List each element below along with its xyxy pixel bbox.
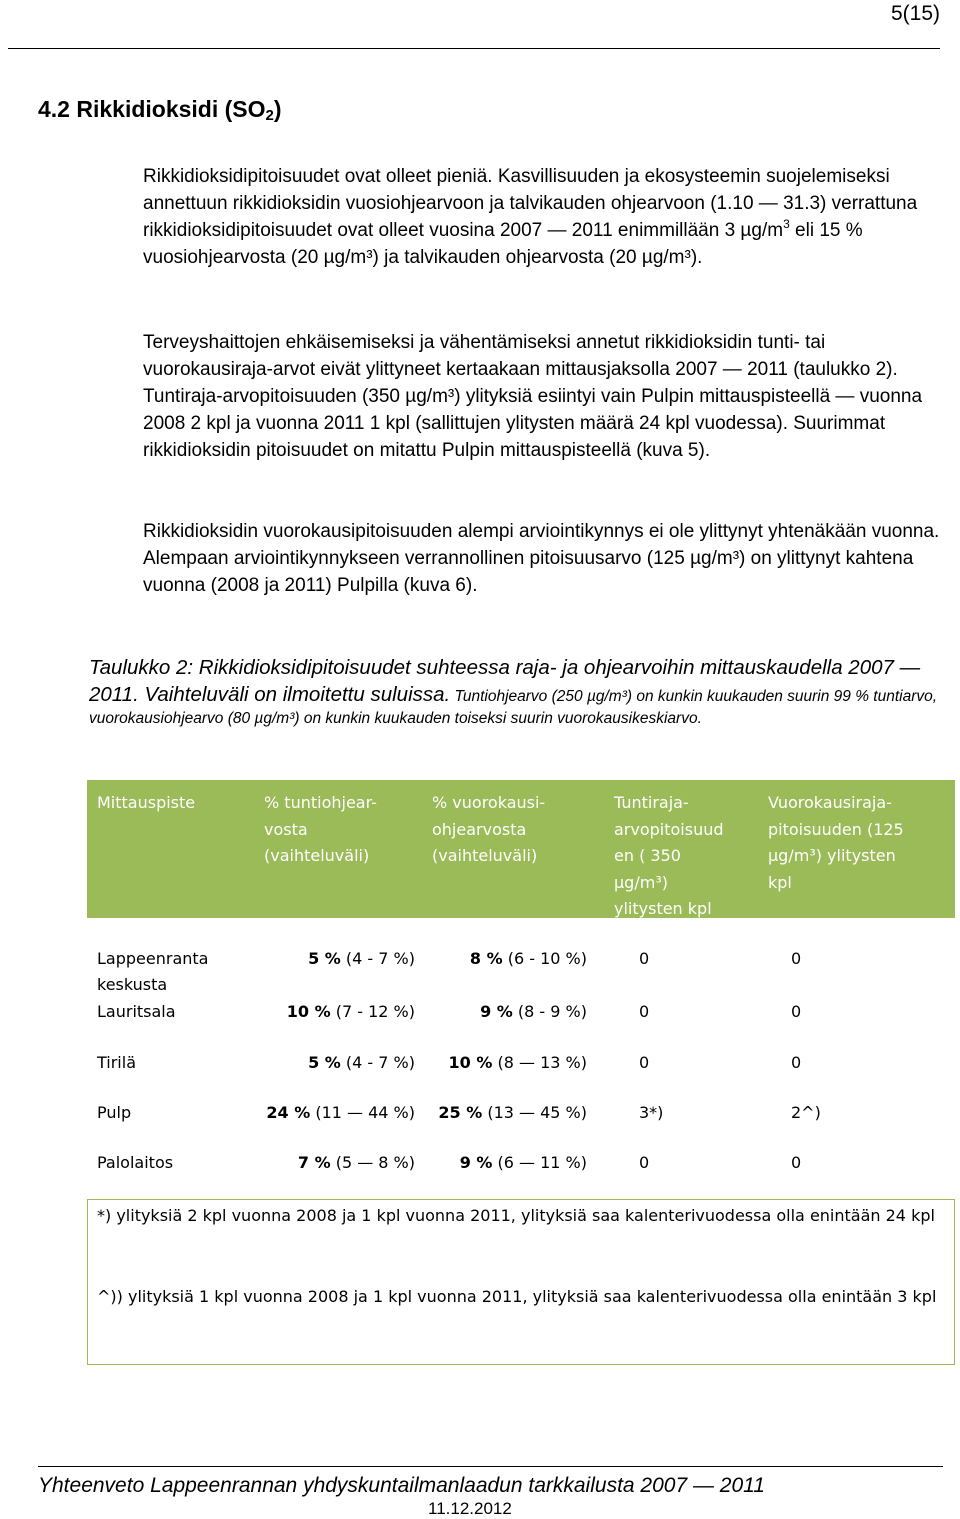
cell-daily-exceedances: 0 [791,1153,802,1172]
table-row [87,1050,955,1080]
table-note-hourly: *) ylityksiä 2 kpl vuonna 2008 ja 1 kpl vuonna 2011, ylityksiä saa kalenterivuodessa olla enintään 24 kpl [97,1206,935,1225]
daily-pct-range: (13 — 45 %) [482,1103,587,1122]
daily-pct-value: 8 % [469,949,503,968]
daily-pct-range: (6 — 11 %) [492,1153,587,1172]
cell-hourly-pct [255,946,415,972]
cell-daily-pct [427,1100,587,1126]
table-caption-main: Taulukko 2: Rikkidioksidipitoisuudet suhteessa raja- ja ohjearvoihin mittauskaudella 2007 — 2011. Vaihteluväli on ilmoitettu suluissa. [89,656,921,706]
hourly-pct-range: (11 — 44 %) [310,1103,415,1122]
table-header [87,780,955,918]
paragraph-1 [143,163,943,271]
cell-site: Lappeenranta keskusta [97,949,209,994]
cell-site: Lauritsala [97,1002,176,1021]
footer-title: Yhteenveto Lappeenrannan yhdyskuntailmanlaadun tarkkailusta 2007 — 2011 [38,1474,765,1497]
paragraph-2: Terveyshaittojen ehkäisemiseksi ja vähentämiseksi annetut rikkidioksidin tunti- tai vuorokausiraja-arvot eivät ylittyneet kertaakaan mittausjaksolla 2007 — 2011 (taulukko 2). Tuntiraja-arvopitoisuuden (350 µg/m³) ylityksiä esiintyi vain Pulpin mittauspisteellä — vuonna 2008 2 kpl ja vuonna 2011 1 kpl (sallittujen ylitysten määrä 24 kpl vuodessa). Suurimmat rikkidioksidin pitoisuudet on mitattu Pulpin mittauspisteellä (kuva 5). [143,332,923,461]
cell-hourly-pct [255,1100,415,1126]
daily-pct-value: 25 % [438,1103,483,1122]
cell-daily-exceedances: 2^) [791,1103,821,1122]
cell-daily-pct [427,999,587,1025]
paragraph-3: Rikkidioksidin vuorokausipitoisuuden alempi arviointikynnys ei ole ylittynyt yhtenäkään vuonna. Alempaan arviointikynnykseen verrannollinen pitoisuusarvo (125 µg/m³) on ylittynyt kahtena vuonna (2008 ja 2011) Pulpilla (kuva 6). [143,521,940,596]
header-daily-limit-exceedances: Vuorokausiraja- pitoisuuden (125 µg/m³) ylitysten kpl [768,793,904,892]
hourly-pct-range: (7 - 12 %) [330,1002,415,1021]
daily-pct-value: 10 % [448,1053,493,1072]
daily-pct-value: 9 % [480,1002,513,1021]
cell-daily-pct [427,1150,587,1176]
page-number: 5(15) [890,2,940,25]
cell-site: Palolaitos [97,1153,174,1172]
daily-pct-value: 9 % [459,1153,493,1172]
cell-site: Tirilä [97,1053,136,1072]
paragraph-1-part-1: Rikkidioksidipitoisuudet ovat olleet pieniä. Kasvillisuuden ja ekosysteemin suojelemiseksi annettuun rikkidioksidin vuosiohjearvoon ja talvikauden ohjearvoon (1.10 — 31.3) verrattuna rikkidioksidipitoisuudet ovat olleet vuosina 2007 — 2011 enimmillään 3 µg/m [143,166,918,241]
cell-daily-exceedances: 0 [791,1002,802,1021]
section-heading-text: 4.2 Rikkidioksidi (SO [38,96,266,122]
table-note-daily: ^)) ylityksiä 1 kpl vuonna 2008 ja 1 kpl vuonna 2011, ylityksiä saa kalenterivuodessa olla enintään 3 kpl [97,1287,937,1306]
hourly-pct-range: (4 - 7 %) [340,1053,415,1072]
cell-daily-pct [427,946,587,972]
daily-pct-range: (8 — 13 %) [492,1053,587,1072]
section-heading [38,96,282,124]
footer-rule [38,1466,943,1467]
hourly-pct-range: (5 — 8 %) [330,1153,415,1172]
paragraph-1-superscript: 3 [783,217,790,231]
hourly-pct-value: 10 % [286,1002,331,1021]
cell-daily-exceedances: 0 [791,1053,802,1072]
header-rule [8,48,940,49]
header-hourly-guideline-pct: % tuntiohjear- vosta (vaihteluväli) [264,793,377,865]
paragraph-1-part-2: eli 15 % vuosiohjearvosta (20 µg/m³) ja talvikauden ohjearvosta (20 µg/m³). [143,220,863,268]
table-row [87,1100,955,1130]
table-caption-detail: Tuntiohjearvo (250 µg/m³) on kunkin kuukauden suurin 99 % tuntiarvo, vuorokausiohjearvo (80 µg/m³) on kunkin kuukauden toiseksi suurin vuorokausikeskiarvo. [89,688,938,727]
table-row [87,946,955,994]
hourly-pct-value: 5 % [308,949,341,968]
footer-date: 11.12.2012 [428,1499,512,1518]
cell-site: Pulp [97,1103,132,1122]
section-heading-subscript: 2 [265,107,274,124]
daily-pct-range: (6 - 10 %) [502,949,587,968]
cell-daily-pct [427,1050,587,1076]
cell-hourly-exceedances: 3*) [639,1103,664,1122]
table-row [87,1150,955,1180]
hourly-pct-value: 7 % [297,1153,331,1172]
cell-hourly-pct [255,999,415,1025]
table-caption [89,654,945,730]
table-row [87,999,955,1029]
cell-hourly-pct [255,1050,415,1076]
header-daily-guideline-pct: % vuorokausi- ohjearvosta (vaihteluväli) [432,793,546,865]
cell-hourly-exceedances: 0 [639,1053,650,1072]
hourly-pct-value: 24 % [266,1103,311,1122]
table-notes [87,1199,955,1365]
section-heading-close: ) [273,96,282,122]
cell-hourly-exceedances: 0 [639,949,650,968]
cell-hourly-pct [255,1150,415,1176]
cell-hourly-exceedances: 0 [639,1153,650,1172]
hourly-pct-value: 5 % [308,1053,341,1072]
header-hourly-limit-exceedances: Tuntiraja- arvopitoisuud en ( 350 µg/m³) ylitysten kpl [614,793,724,918]
cell-hourly-exceedances: 0 [639,1002,650,1021]
header-mittauspiste: Mittauspiste [97,793,196,812]
cell-daily-exceedances: 0 [791,949,802,968]
hourly-pct-range: (4 - 7 %) [340,949,415,968]
daily-pct-range: (8 - 9 %) [512,1002,587,1021]
